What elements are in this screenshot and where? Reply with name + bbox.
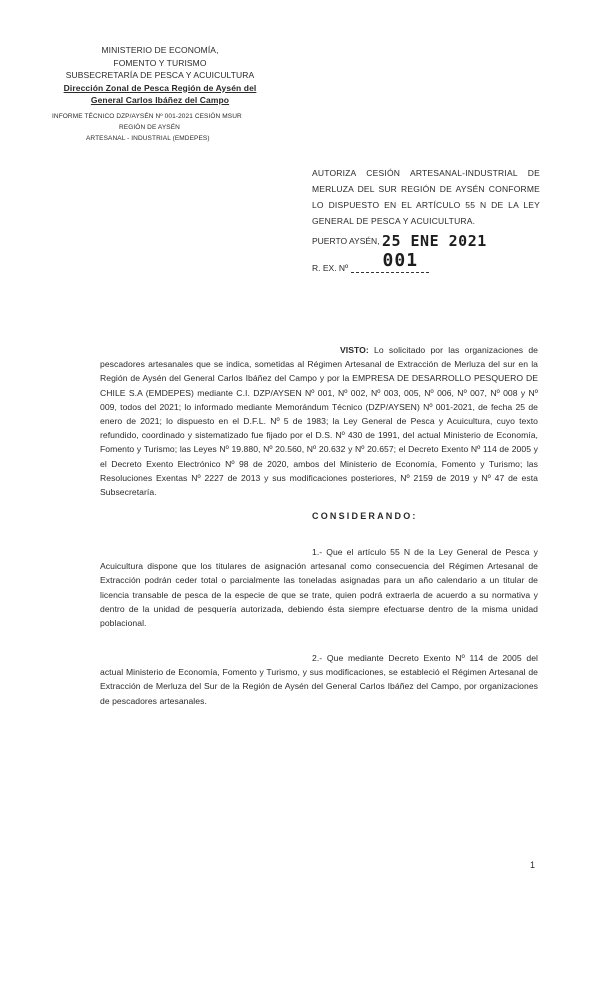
document-references [52,111,312,144]
rex-number-line [351,250,429,273]
visto-label: VISTO: [340,345,369,355]
place-label: PUERTO AYSÉN, [312,236,380,246]
resolution-subject: AUTORIZA CESIÓN ARTESANAL-INDUSTRIAL DE MERLUZA DEL SUR REGIÓN DE AYSÉN CONFORME LO DISPUESTO EN EL ARTÍCULO 55 N DE LA LEY GENERAL DE PESCA Y ACUICULTURA. [312,168,540,226]
reference-line: REGIÓN DE AYSÉN [119,124,180,131]
page-number: 1 [530,860,536,870]
visto-paragraph [100,343,538,499]
header-region: General Carlos Ibáñez del Campo [90,95,230,105]
reference-line: ARTESANAL - INDUSTRIAL (EMDEPES) [86,135,210,142]
header-direccion-zonal: Dirección Zonal de Pesca Región de Aysén del [63,82,257,93]
header-subsecretaria: SUBSECRETARÍA DE PESCA Y ACUICULTURA [65,70,255,80]
rex-label: R. EX. Nº [312,263,349,273]
reference-line: INFORME TÉCNICO DZP/AYSÉN Nº 001-2021 CESIÓN MSUR [52,113,242,120]
visto-text: Lo solicitado por las organizaciones de pescadores artesanales que se indica, sometidas al Régimen Artesanal de Extracción de Merluza del sur en la Región de Aysén del General Carlos Ibáñez del Campo y por la EMPRESA DE DESARROLLO PESQUERO DE CHILE S.A (EMDEPES) mediante C.I. DZP/AYSEN Nº 001, Nº 002, Nº 003, 005, Nº 006, Nº 007, Nº 008 y Nº 009, todos del 2021; lo informado mediante Memorándum Técnico (DZP/AYSEN) Nº 001-2021, de fecha 25 de enero de 2021; lo dispuesto en el D.F.L. Nº 5 de 1983; la Ley General de Pesca y Acuicultura, cuyo texto refundido, coordinado y sistematizado fue fijado por el D.S. Nº 430 de 1991, del actual Ministerio de Economía, Fomento y Turismo; las Leyes Nº 19.880, Nº 20.560, Nº 20.632 y Nº 20.657; el Decreto Exento Nº 114 de 2005 y el Decreto Exento Electrónico Nº 98 de 2020, ambos del Ministerio de Economía, Fomento y Turismo; las Resoluciones Exentas Nº 2227 de 2013 y sus modificaciones posteriores, Nº 2159 de 2019 y Nº 47 de esta Subsecretaría. [100,345,538,498]
considerando-item-1: 1.- Que el artículo 55 N de la Ley General de Pesca y Acuicultura dispone que los titulares de asignación artesanal como consecuencia del Régimen Artesanal de Extracción podrán ceder total o parcialmente las toneladas asignadas para un año calendario a un titular de licencia transable de pesca de la especie de que se trate, quien podrá extraerla de acuerdo a su normativa y dentro de la unidad de pesquería autorizada, debiendo ésta siempre efectuarse dentro de la misma unidad poblacional. [100,547,538,629]
place-date [312,232,487,250]
ministry-header [40,44,280,107]
considerando-heading: CONSIDERANDO: [312,511,418,521]
date-stamp: 25 ENE 2021 [381,232,487,250]
header-ministry-sub: FOMENTO Y TURISMO [113,57,207,68]
header-ministry: MINISTERIO DE ECONOMÍA, [101,45,219,55]
considerando-item-2: 2.- Que mediante Decreto Exento Nº 114 de 2005 del actual Ministerio de Economía, Fomento y Turismo, y sus modificaciones, se estableció el Régimen Artesanal de Extracción de Merluza del Sur de la Región de Aysén del General Carlos Ibáñez del Campo, por organizaciones de pescadores artesanales. [100,653,538,706]
rex-number-stamp: 001 [382,250,419,271]
resolution-number [312,250,429,273]
